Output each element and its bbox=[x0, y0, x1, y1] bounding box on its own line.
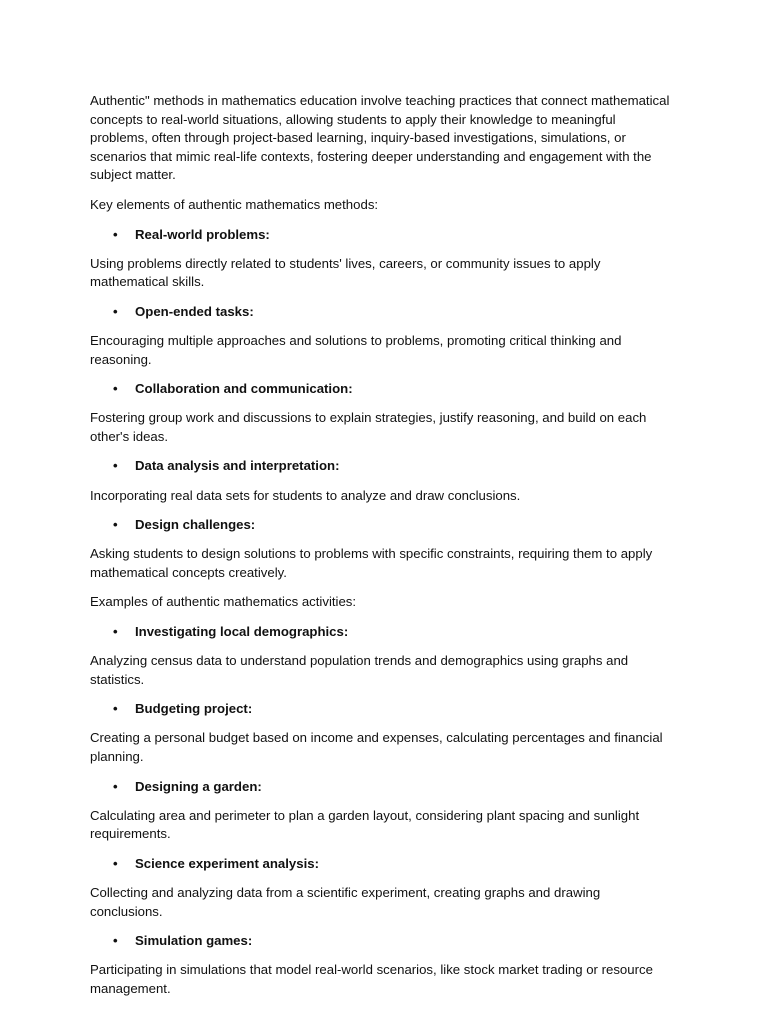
example-bullet bbox=[90, 932, 672, 951]
example-bullet bbox=[90, 778, 672, 797]
key-element-description: Using problems directly related to students' lives, careers, or community issues to apply mathematical skills. bbox=[90, 255, 601, 290]
key-element-title: Design challenges: bbox=[135, 517, 256, 533]
key-element-title: Open-ended tasks: bbox=[135, 303, 254, 319]
bullet-icon: • bbox=[113, 855, 118, 871]
bullet-icon: • bbox=[113, 517, 118, 533]
example-title: Budgeting project: bbox=[135, 701, 253, 717]
bullet-icon: • bbox=[113, 458, 118, 474]
example-description: Collecting and analyzing data from a scientific experiment, creating graphs and drawing conclusions. bbox=[90, 884, 601, 919]
bullet-icon: • bbox=[113, 701, 118, 717]
examples-heading: Examples of authentic mathematics activities: bbox=[90, 594, 357, 610]
intro-paragraph: Authentic" methods in mathematics education involve teaching practices that connect mathematical concepts to real-world situations, allowing students to apply their knowledge to meaningful problems, often through project-based learning, inquiry-based investigations, simulations, or scenarios that mimic real-life contexts, fostering deeper understanding and engagement with the subject matter. bbox=[90, 93, 670, 183]
key-element-description: Fostering group work and discussions to explain strategies, justify reasoning, and build on each other's ideas. bbox=[90, 410, 647, 444]
key-elements-heading: Key elements of authentic mathematics methods: bbox=[90, 196, 379, 212]
key-element-title: Collaboration and communication: bbox=[135, 381, 353, 397]
key-element-description: Encouraging multiple approaches and solutions to problems, promoting critical thinking and reasoning. bbox=[90, 332, 622, 367]
example-description: Calculating area and perimeter to plan a garden layout, considering plant spacing and sunlight requirements. bbox=[90, 807, 640, 842]
example-bullet bbox=[90, 855, 672, 874]
example-description: Analyzing census data to understand population trends and demographics using graphs and statistics. bbox=[90, 653, 629, 687]
key-element-bullet bbox=[90, 226, 672, 245]
key-element-title: Real-world problems: bbox=[135, 226, 270, 242]
example-title: Simulation games: bbox=[135, 933, 253, 949]
bullet-icon: • bbox=[113, 933, 118, 949]
key-element-title: Data analysis and interpretation: bbox=[135, 458, 340, 474]
bullet-icon: • bbox=[113, 226, 118, 242]
example-description: Creating a personal budget based on income and expenses, calculating percentages and financial planning. bbox=[90, 730, 663, 764]
key-element-bullet bbox=[90, 516, 672, 535]
example-title: Science experiment analysis: bbox=[135, 855, 319, 871]
example-title: Designing a garden: bbox=[135, 778, 262, 794]
bullet-icon: • bbox=[113, 381, 118, 397]
example-bullet bbox=[90, 700, 672, 719]
key-element-bullet bbox=[90, 380, 672, 399]
example-bullet bbox=[90, 623, 672, 642]
example-description: Participating in simulations that model real-world scenarios, like stock market trading or resource management. bbox=[90, 962, 653, 996]
key-element-description: Incorporating real data sets for students to analyze and draw conclusions. bbox=[90, 487, 521, 503]
key-element-description: Asking students to design solutions to problems with specific constraints, requiring them to apply mathematical concepts creatively. bbox=[90, 546, 653, 580]
key-element-bullet bbox=[90, 303, 672, 322]
bullet-icon: • bbox=[113, 778, 118, 794]
key-element-bullet bbox=[90, 457, 672, 476]
bullet-icon: • bbox=[113, 623, 118, 639]
example-title: Investigating local demographics: bbox=[135, 623, 349, 639]
bullet-icon: • bbox=[113, 303, 118, 319]
